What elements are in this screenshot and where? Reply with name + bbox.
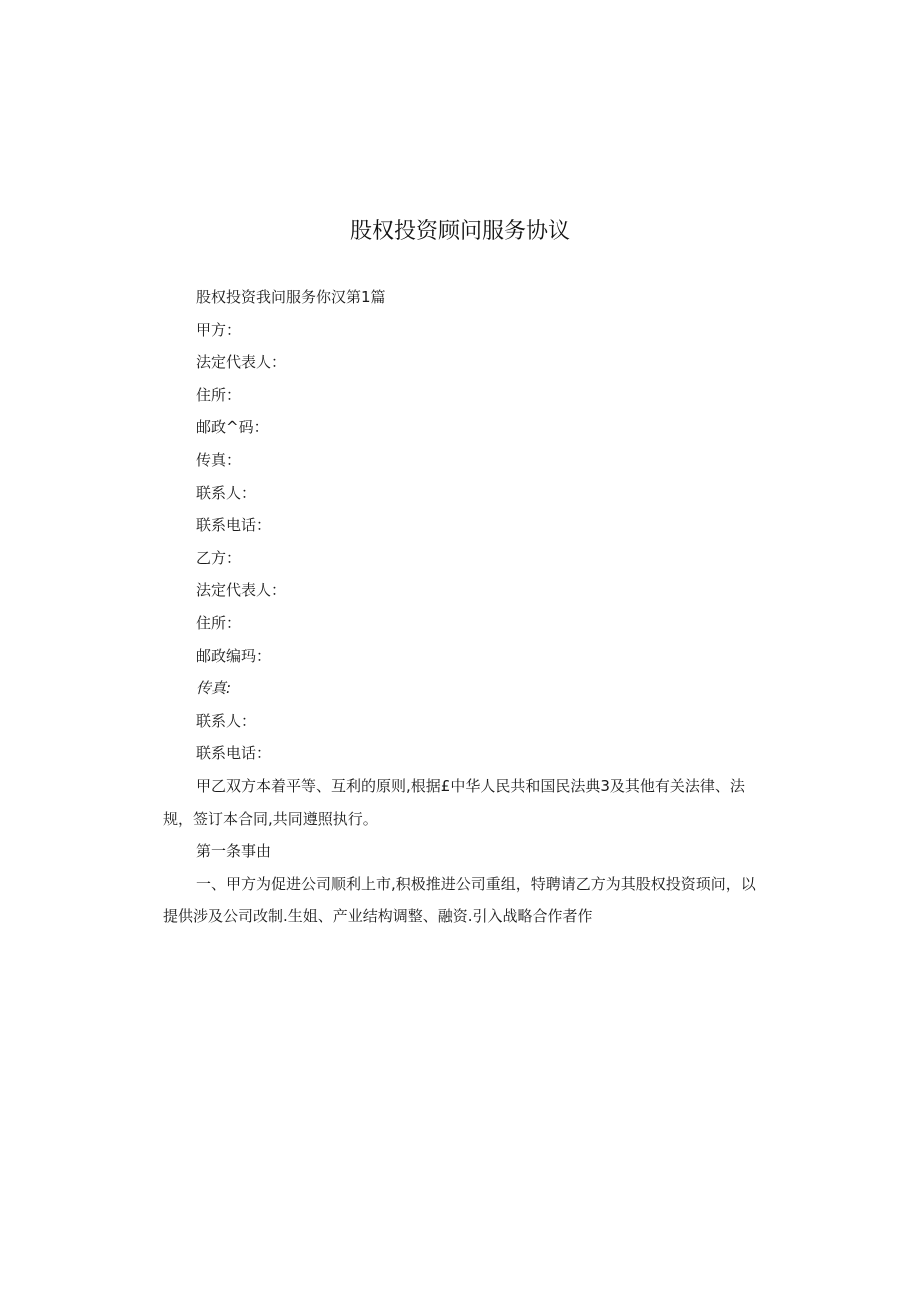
preamble-paragraph: 甲乙双方本着平等、互利的原则,根据£中华人民共和国民法典3及其他有关法律、法规，签订本合同,共同遵照执行。 <box>163 776 745 828</box>
document-subtitle: 股权投资我问服务你汉第1篇 <box>196 288 386 306</box>
article-1-heading: 第一条事由 <box>196 842 272 861</box>
document-body <box>163 281 763 933</box>
party-b-legal-rep: 法定代表人： <box>196 581 287 600</box>
party-b-label: 乙方： <box>196 548 242 567</box>
party-a-contact: 联系人： <box>196 483 257 502</box>
party-a-postcode: 邮政^码： <box>196 418 269 437</box>
party-b-address: 住所： <box>196 613 242 632</box>
party-a-label: 甲方： <box>196 320 242 339</box>
party-a-phone: 联系电话： <box>196 516 272 535</box>
article-1-item-1: 一、甲方为促进公司顺利上市,积极推进公司重组，特聘请乙方为其股权投资顼问，以提供涉及公司改制.生姐、产业结构调整、融资.引入战略合作者作 <box>163 874 756 926</box>
party-a-legal-rep: 法定代表人： <box>196 353 287 372</box>
document-title: 股权投资顾问服务协议 <box>349 219 570 244</box>
party-a-fax: 传真： <box>196 450 242 469</box>
party-b-phone: 联系电话： <box>196 744 272 763</box>
party-b-postcode: 邮政编玛： <box>196 646 272 665</box>
party-a-address: 住所： <box>196 385 242 404</box>
party-b-contact: 联系人： <box>196 711 257 730</box>
party-b-fax: 传真: <box>196 679 232 698</box>
